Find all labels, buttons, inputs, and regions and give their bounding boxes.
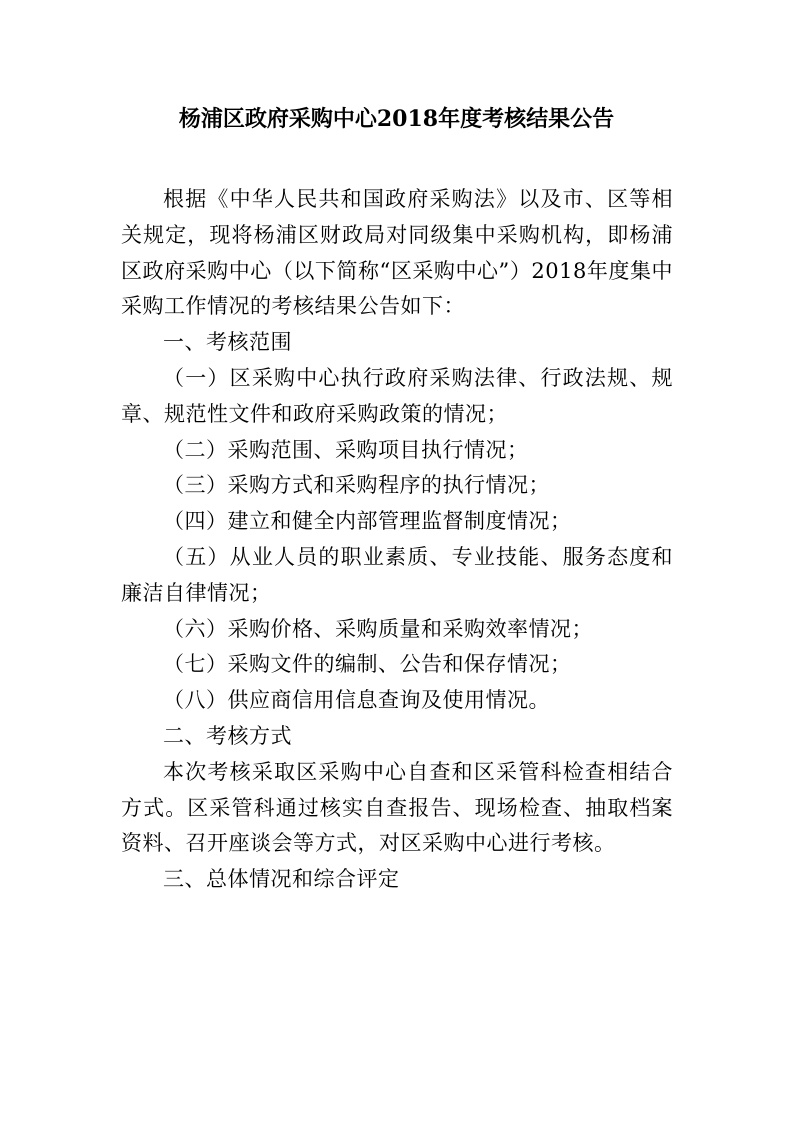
scope-item-7: （七）采购文件的编制、公告和保存情况； bbox=[163, 652, 572, 677]
scope-item-8: （八）供应商信用信息查询及使用情况。 bbox=[163, 688, 550, 713]
scope-item-6: （六）采购价格、采购质量和采购效率情况； bbox=[163, 616, 593, 641]
document-body bbox=[121, 182, 673, 898]
scope-item-4: （四）建立和健全内部管理监督制度情况； bbox=[163, 509, 572, 534]
scope-item-2: （二）采购范围、采购项目执行情况； bbox=[163, 437, 529, 462]
section-heading-scope: 一、考核范围 bbox=[163, 330, 292, 355]
intro-paragraph: 根据《中华人民共和国政府采购法》以及市、区等相关规定，现将杨浦区财政局对同级集中采购机构，即杨浦区政府采购中心（以下简称“区采购中心”）2018年度集中采购工作情况的考核结果公告如下： bbox=[121, 187, 673, 319]
scope-item-5: （五）从业人员的职业素质、专业技能、服务态度和廉洁自律情况； bbox=[121, 544, 673, 605]
scope-item-1: （一）区采购中心执行政府采购法律、行政法规、规章、规范性文件和政府采购政策的情况； bbox=[121, 365, 673, 426]
section-heading-method: 二、考核方式 bbox=[163, 723, 292, 748]
scope-item-3: （三）采购方式和采购程序的执行情况； bbox=[163, 473, 550, 498]
method-paragraph: 本次考核采取区采购中心自查和区采管科检查相结合方式。区采管科通过核实自查报告、现场检查、抽取档案资料、召开座谈会等方式，对区采购中心进行考核。 bbox=[121, 759, 673, 856]
section-heading-overall: 三、总体情况和综合评定 bbox=[163, 867, 400, 892]
document-title: 杨浦区政府采购中心2018年度考核结果公告 bbox=[178, 106, 615, 132]
